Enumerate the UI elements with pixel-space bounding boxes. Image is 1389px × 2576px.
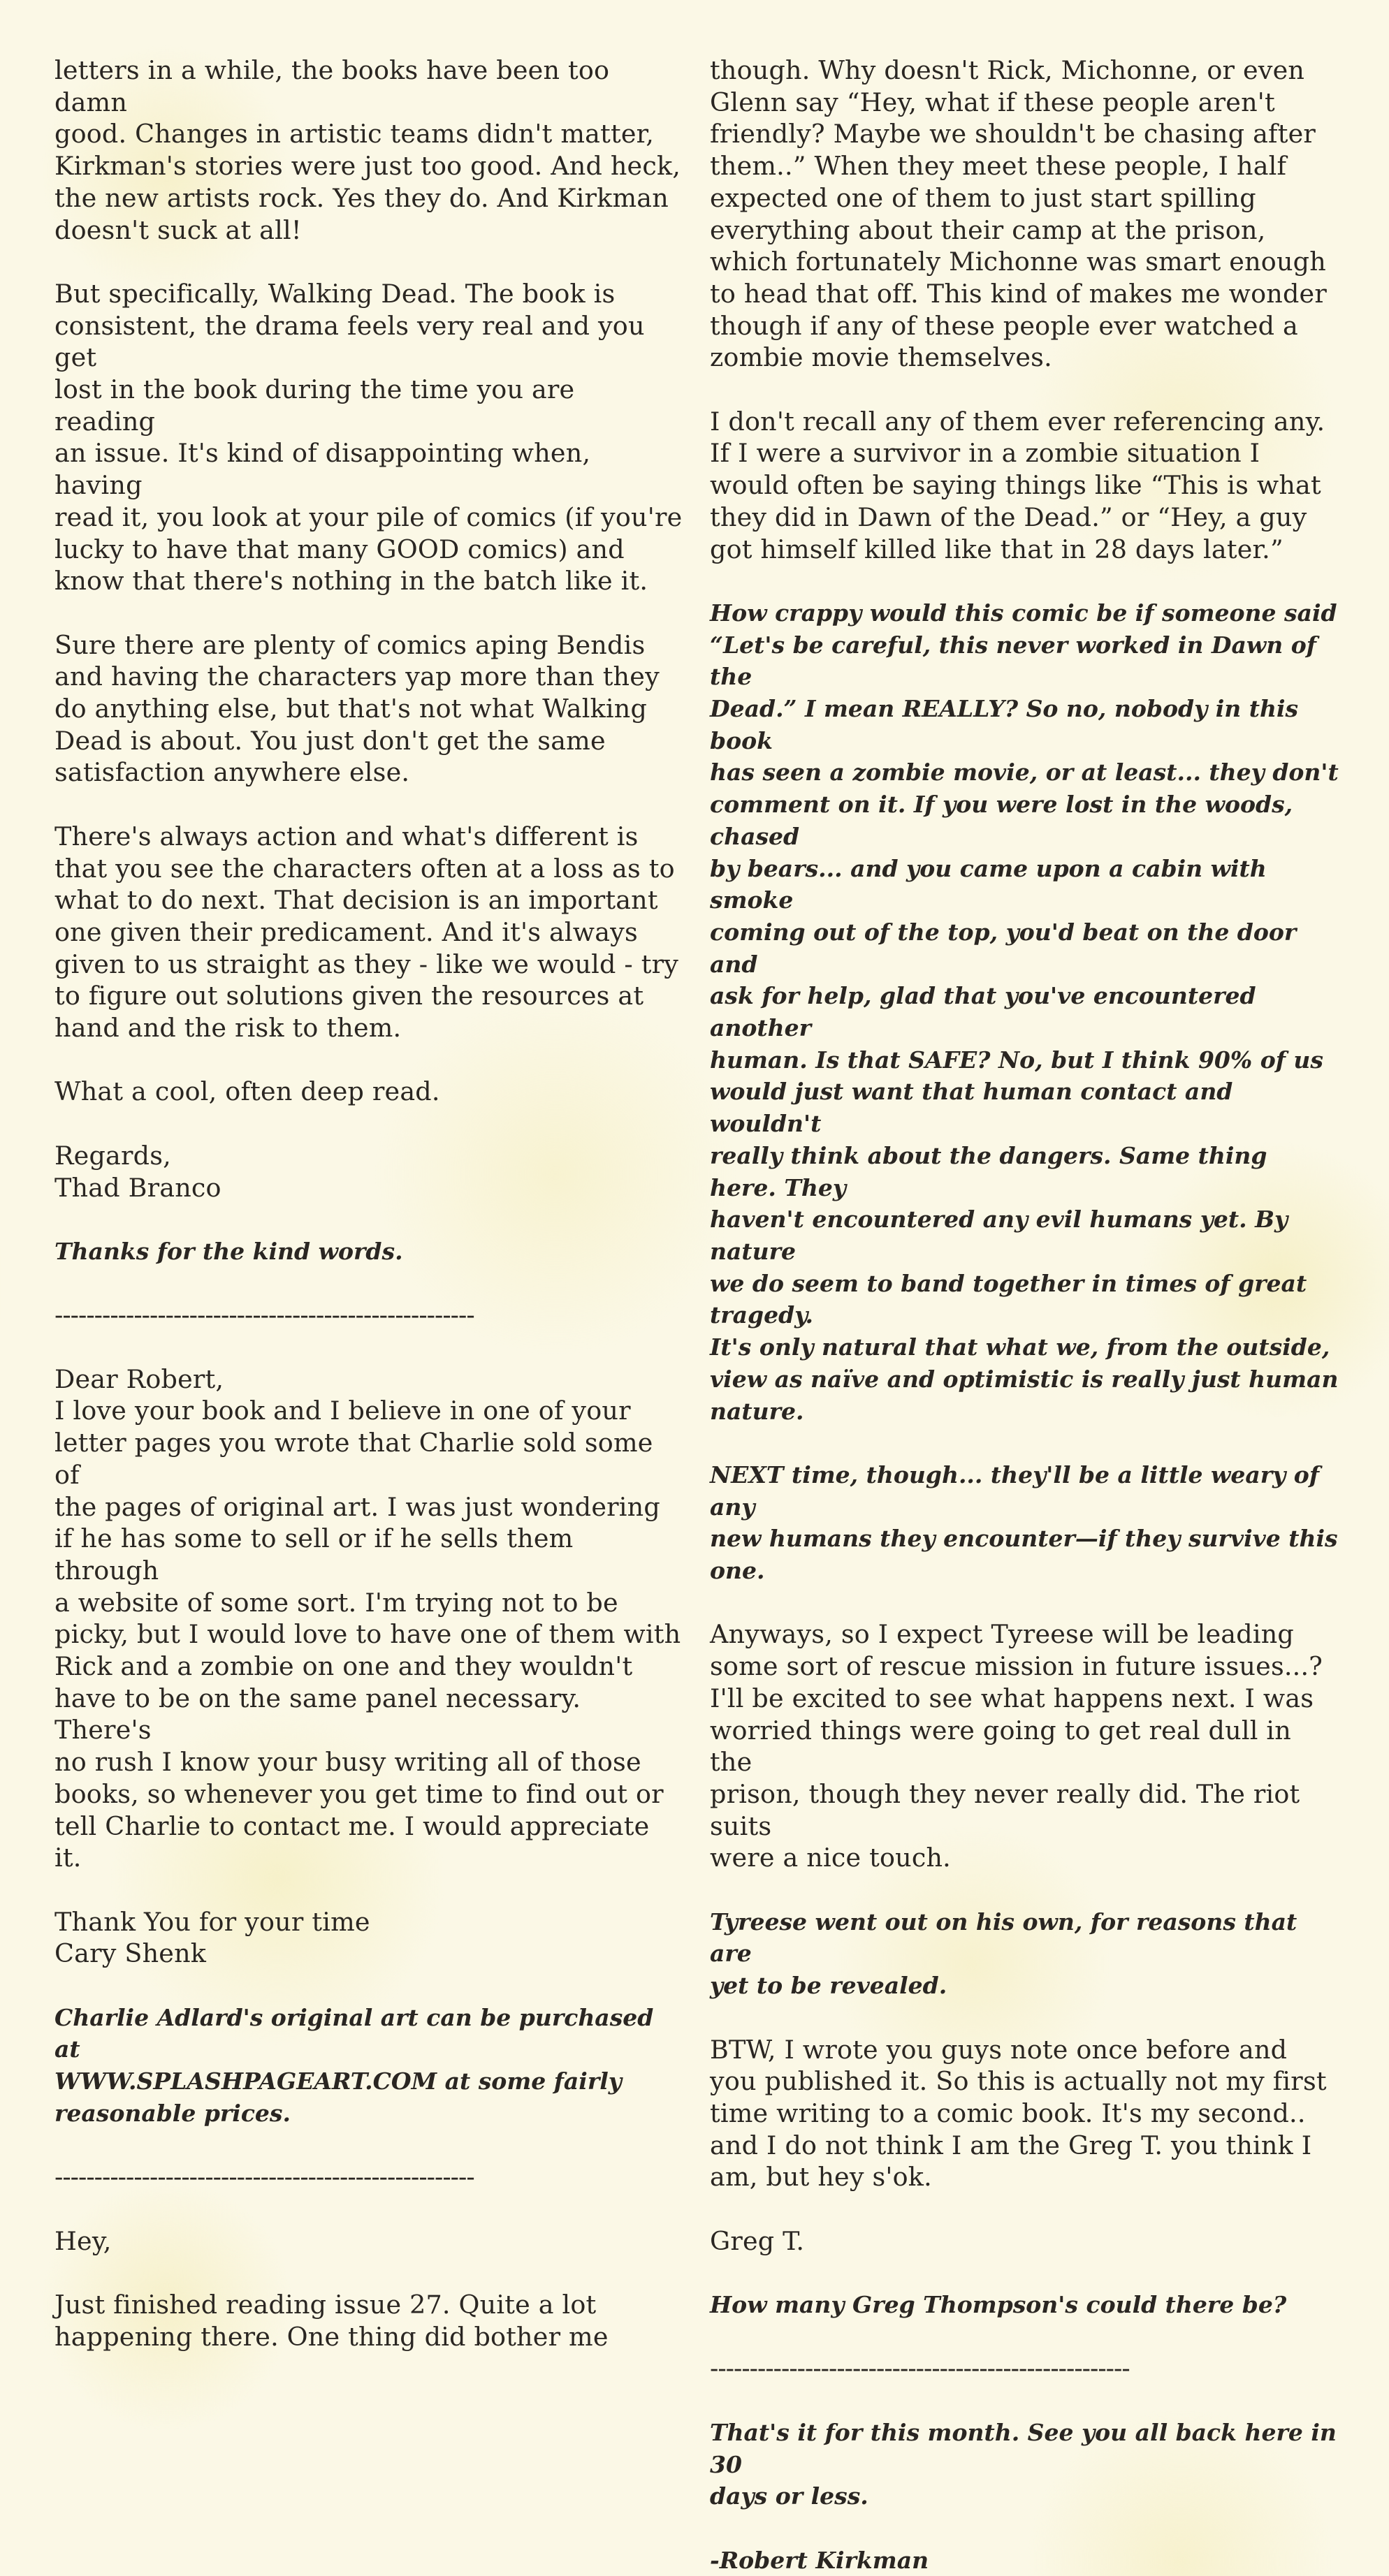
editor-reply: Tyreese went out on his own, for reasons that are yet to be revealed.	[710, 1908, 1297, 2000]
letter-paragraph: Sure there are plenty of comics aping Bendis and having the characters yap more than they do anything else, but that's not what Walking Dead is about. You just don't get the same satisfaction anywhere else.	[54, 629, 660, 788]
letter-signature: Greg T.	[710, 2225, 805, 2256]
letter-paragraph: There's always action and what's different is that you see the characters often at a loss as to what to do next. That decision is an important one given their predicament. And it's always given to us straight as they - like we would - try to figure out solutions given the resources at hand and the risk to them.	[54, 821, 679, 1044]
editor-reply: Charlie Adlard's original art can be purchased at WWW.SPLASHPAGEART.COM at some fairly reasonable prices.	[54, 2003, 654, 2127]
letter-greeting: Hey,	[54, 2225, 112, 2256]
section-separator: -----------------------------------------------------	[710, 2353, 1130, 2384]
section-separator: -----------------------------------------------------	[54, 2162, 474, 2193]
letter-signature: Thank You for your time Cary Shenk	[54, 1906, 370, 1969]
letter-paragraph: Dear Robert, I love your book and I believe in one of your letter pages you wrote that Charlie sold some of the pages of original art. I was just wondering if he has some to sell or if he sells them through a website of some sort. I'm trying not to be picky, but I would love to have one of them with Rick and a zombie on one and they wouldn't have to be on the same panel necessary. There's no rush I know your busy writing all of those books, so whenever you get time to find out or tell Charlie to contact me. I would appreciate it.	[54, 1363, 681, 1873]
letter-signature: Regards, Thad Branco	[54, 1140, 221, 1203]
letter-paragraph: though. Why doesn't Rick, Michonne, or even Glenn say “Hey, what if these people aren't friendly? Maybe we shouldn't be chasing after them..” When they meet these people, I half expected one of them to just start spilling everything about their camp at the prison, which fortunately Michonne was smart enough to head that off. This kind of makes me wonder though if any of these people ever watched a zombie movie themselves.	[710, 55, 1327, 373]
editor-reply: Thanks for the kind words.	[54, 1237, 403, 1265]
editor-reply: NEXT time, though... they'll be a little weary of any new humans they encounter—if they survive this one.	[710, 1461, 1338, 1584]
letter-paragraph: letters in a while, the books have been too damn good. Changes in artistic teams didn't matter, Kirkman's stories were just too good. And heck, the new artists rock. Yes they do. And Kirkman doesn't suck at all!	[54, 55, 681, 245]
letter-paragraph: Anyways, so I expect Tyreese will be leading some sort of rescue mission in future issues...? I'll be excited to see what happens next. I was worried things were going to get real dull in the prison, though they never really did. The riot suits were a nice touch.	[710, 1619, 1323, 1873]
editor-signoff: -Robert Kirkman	[710, 2546, 929, 2574]
letter-paragraph: Just finished reading issue 27. Quite a lot happening there. One thing did bother me	[54, 2290, 609, 2352]
letter-paragraph: But specifically, Walking Dead. The book is consistent, the drama feels very real and you get lost in the book during the time you are reading an issue. It's kind of disappointing when, having read it, you look at your pile of comics (if you're lucky to have that many GOOD comics) and know that there's nothing in the batch like it.	[54, 278, 683, 597]
letter-paragraph: What a cool, often deep read.	[54, 1076, 440, 1107]
right-column	[710, 54, 1339, 2576]
letter-paragraph: I don't recall any of them ever referencing any. If I were a survivor in a zombie situation I would often be saying things like “This is what they did in Dawn of the Dead.” or “Hey, a guy got himself killed like that in 28 days later.”	[710, 406, 1325, 564]
letter-paragraph: BTW, I wrote you guys note once before and you published it. So this is actually not my first time writing to a comic book. It's my second.. and I do not think I am the Greg T. you think I am, but hey s'ok.	[710, 2034, 1327, 2193]
editor-reply: How crappy would this comic be if someone said “Let's be careful, this never worked in Dawn of the Dead.” I mean REALLY? So no, nobody in this book has seen a zombie movie, or at least... they don't comment on it. If you were lost in the woods, chased by bears... and you came upon a cabin with smoke coming out of the top, you'd beat on the door and ask for help, glad that you've encountered another human. Is that SAFE? No, but I think 90% of us would just want that human contact and wouldn't really think about the dangers. Same thing here. They haven't encountered any evil humans yet. By nature we do seem to band together in times of great tragedy. It's only natural that what we, from the outside, view as naïve and optimistic is really just human nature.	[710, 599, 1339, 1425]
left-column	[54, 54, 683, 2352]
editor-reply: How many Greg Thompson's could there be?	[710, 2291, 1287, 2319]
editor-reply: That's it for this month. See you all back here in 30 days or less.	[710, 2418, 1337, 2510]
section-separator: -----------------------------------------------------	[54, 1300, 474, 1331]
